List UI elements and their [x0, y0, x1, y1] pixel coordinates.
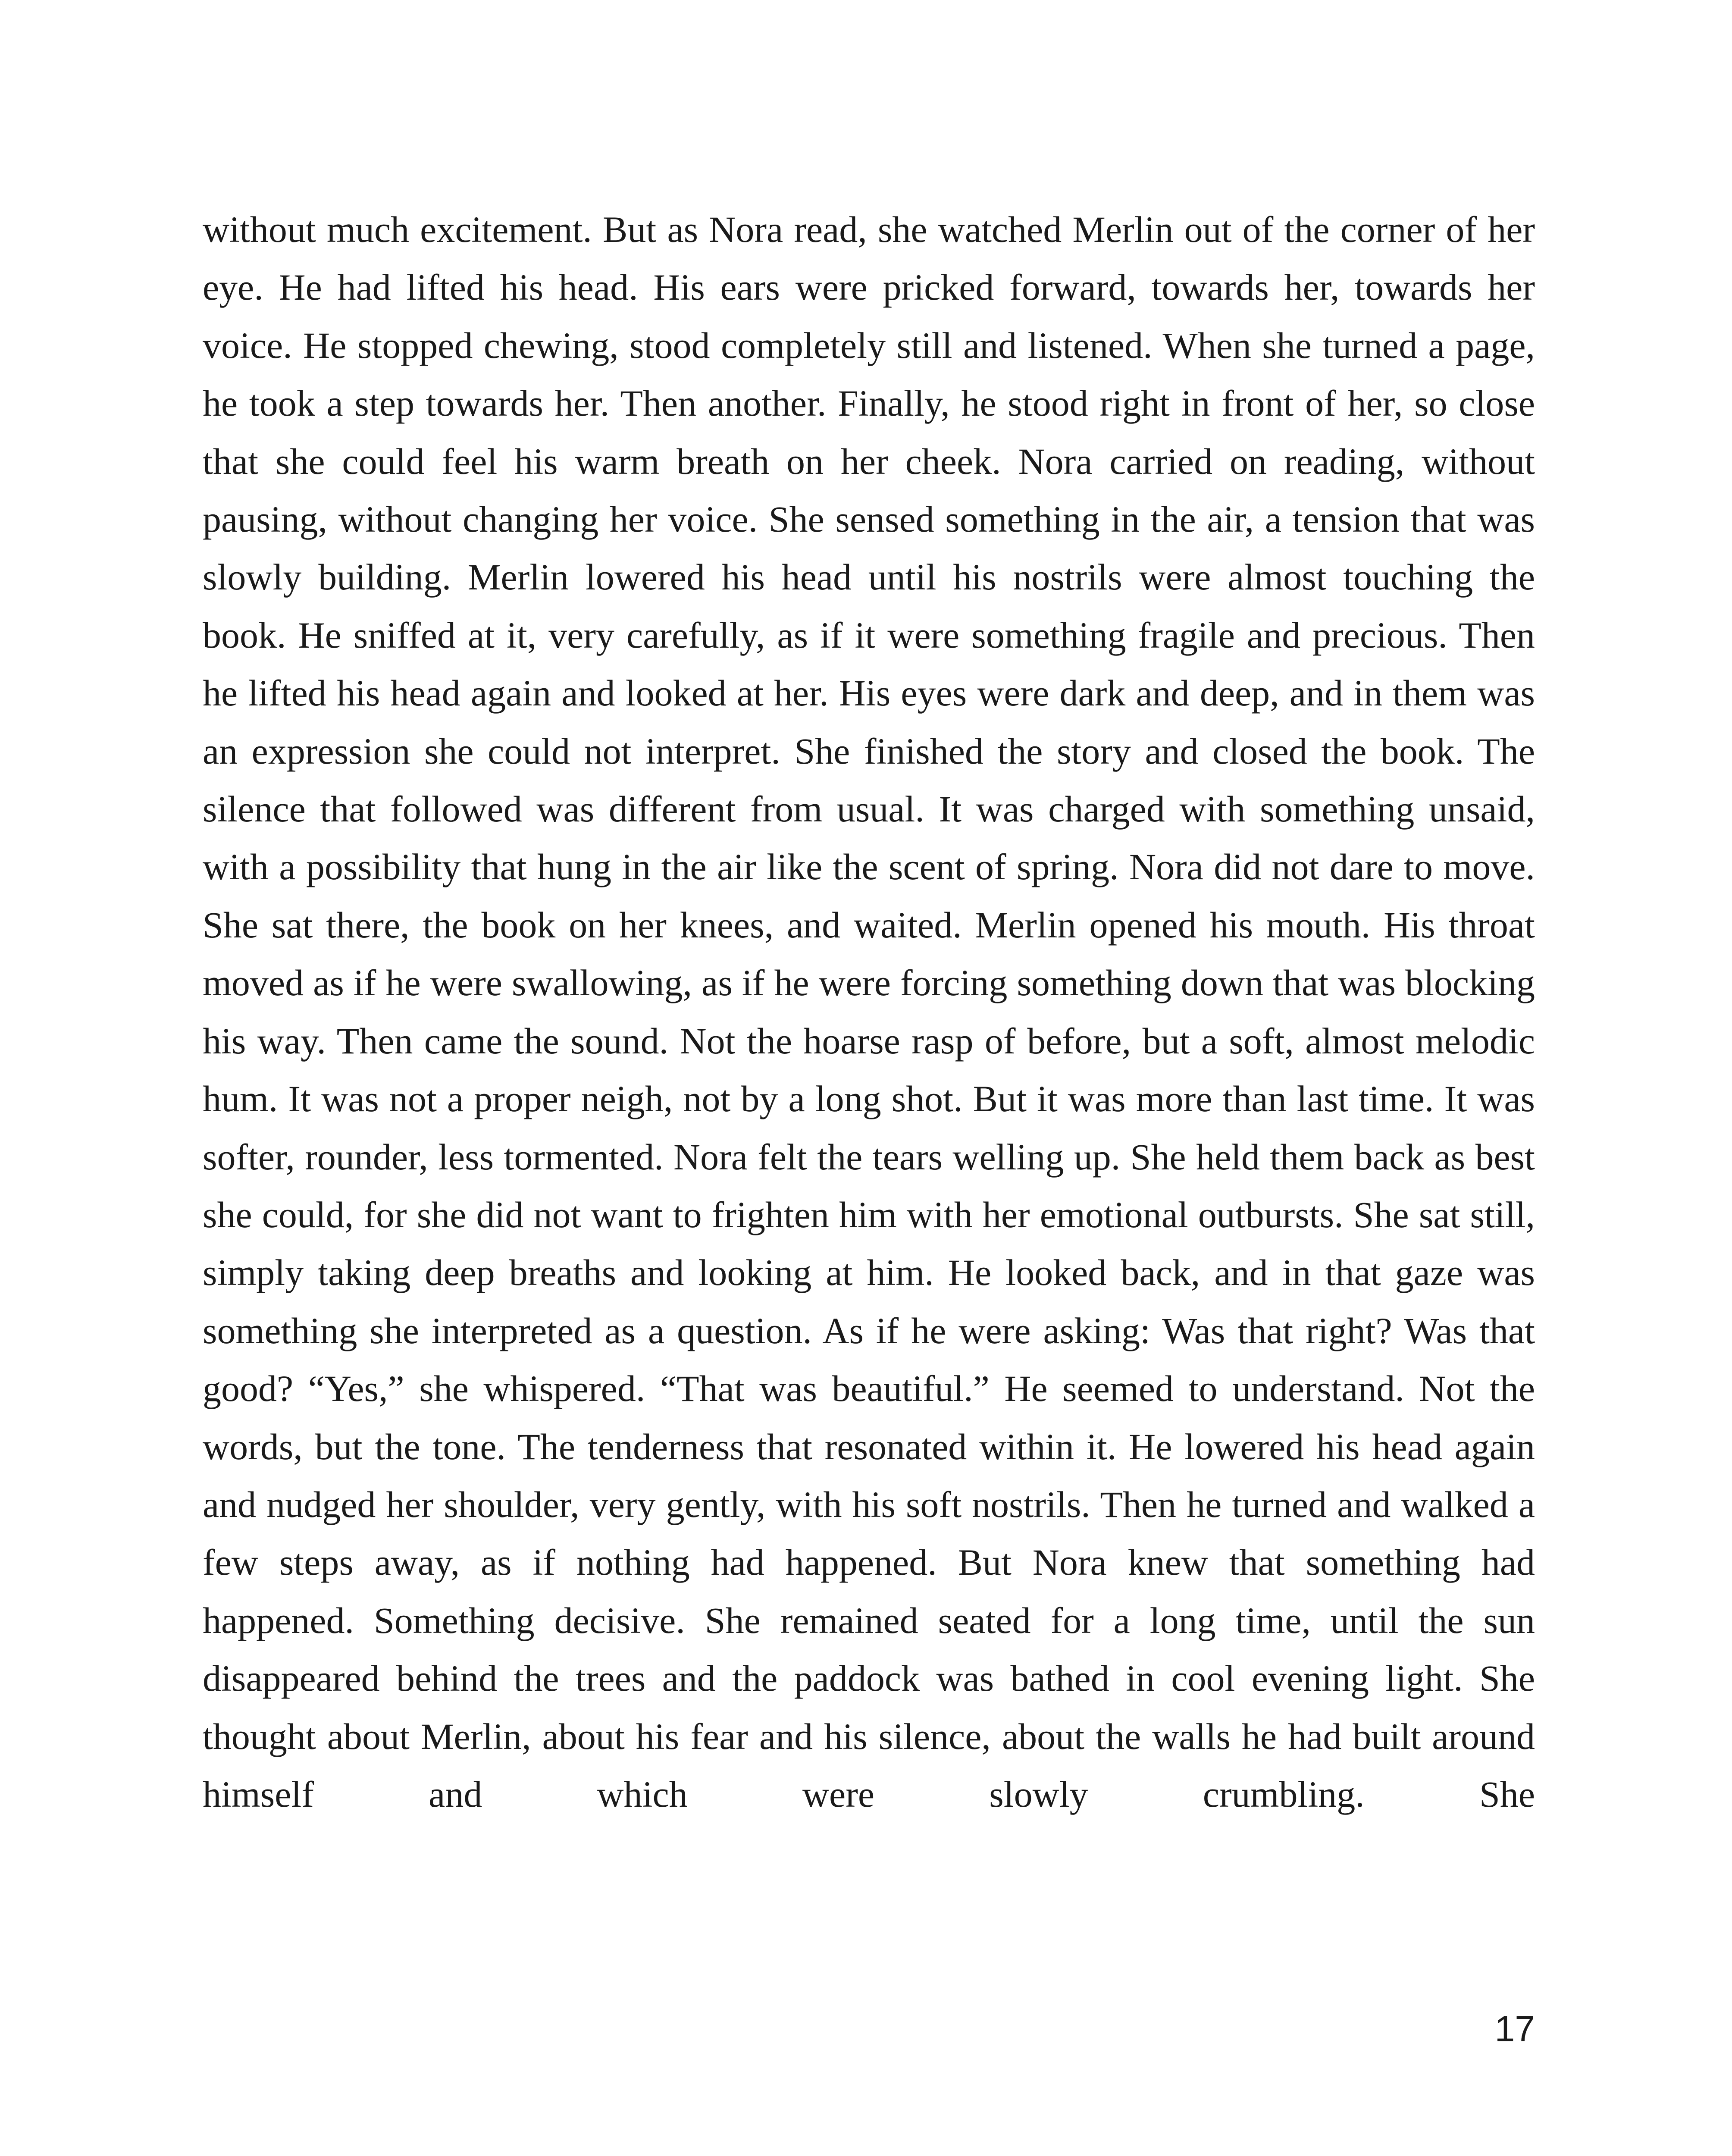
body-paragraph: without much excitement. But as Nora read, she watched Merlin out of the corner of her eye. He had lifted his head. His ears were pricked forward, towards her, towards her voice. He stopped chewing, stood completely still and listened. When she turned a page, he took a step towards her. Then another. Finally, he stood right in front of her, so close that she could feel his warm breath on her cheek. Nora carried on reading, without pausing, without changing her voice. She sensed something in the air, a tension that was slowly building. Merlin lowered his head until his nostrils were almost touching the book. He sniffed at it, very carefully, as if it were something fragile and precious. Then he lifted his head again and looked at her. His eyes were dark and deep, and in them was an expression she could not interpret. She finished the story and closed the book. The silence that followed was different from usual. It was charged with something unsaid, with a possibility that hung in the air like the scent of spring. Nora did not dare to move. She sat there, the book on her knees, and waited. Merlin opened his mouth. His throat moved as if he were swallowing, as if he were forcing something down that was blocking his way. Then came the sound. Not the hoarse rasp of before, but a soft, almost melodic hum. It was not a proper neigh, not by a long shot. But it was more than last time. It was softer, rounder, less tormented. Nora felt the tears welling up. She held them back as best she could, for she did not want to frighten him with her emotional outbursts. She sat still, simply taking deep breaths and looking at him. He looked back, and in that gaze was something she interpreted as a question. As if he were asking: Was that right? Was that good? “Yes,” she whispered. “That was beautiful.” He seemed to understand. Not the words, but the tone. The tenderness that resonated within it. He lowered his head again and nudged her shoulder, very gently, with his soft nostrils. Then he turned and walked a few steps away, as if nothing had happened. But Nora knew that something had happened. Something decisive. She remained seated for a long time, until the sun disappeared behind the trees and the paddock was bathed in cool evening light. She thought about Merlin, about his fear and his silence, about the walls he had built around himself and which were slowly crumbling. She: [203, 209, 1535, 1815]
page-number: 17: [1494, 2009, 1535, 2049]
